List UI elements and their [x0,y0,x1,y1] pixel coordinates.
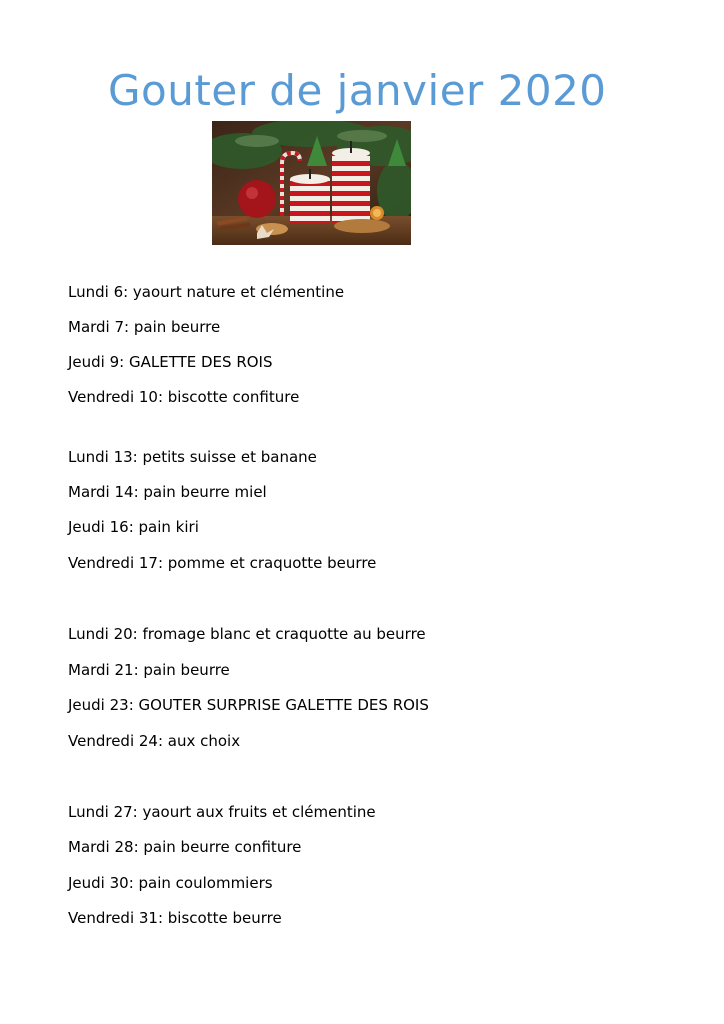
menu-item: Jeudi 30: pain coulommiers [68,874,273,892]
page-title: Gouter de janvier 2020 [108,66,607,115]
menu-item: Jeudi 23: GOUTER SURPRISE GALETTE DES ROIS [68,696,429,714]
menu-item: Mardi 7: pain beurre [68,318,221,336]
menu-item: Vendredi 24: aux choix [68,732,241,750]
menu-item: Vendredi 17: pomme et craquotte beurre [68,554,377,572]
menu-item: Mardi 21: pain beurre [68,661,230,679]
christmas-candles-image [212,121,411,245]
menu-item: Mardi 28: pain beurre confiture [68,838,302,856]
menu-item: Lundi 13: petits suisse et banane [68,448,317,466]
menu-item: Vendredi 31: biscotte beurre [68,909,282,927]
menu-item: Jeudi 16: pain kiri [68,518,199,536]
menu-item: Lundi 27: yaourt aux fruits et clémentine [68,803,376,821]
menu-item: Lundi 20: fromage blanc et craquotte au beurre [68,625,426,643]
menu-item: Vendredi 10: biscotte confiture [68,388,300,406]
christmas-candles-photo [212,121,411,245]
menu-item: Mardi 14: pain beurre miel [68,483,267,501]
menu-item: Jeudi 9: GALETTE DES ROIS [68,353,273,371]
menu-item: Lundi 6: yaourt nature et clémentine [68,283,345,301]
